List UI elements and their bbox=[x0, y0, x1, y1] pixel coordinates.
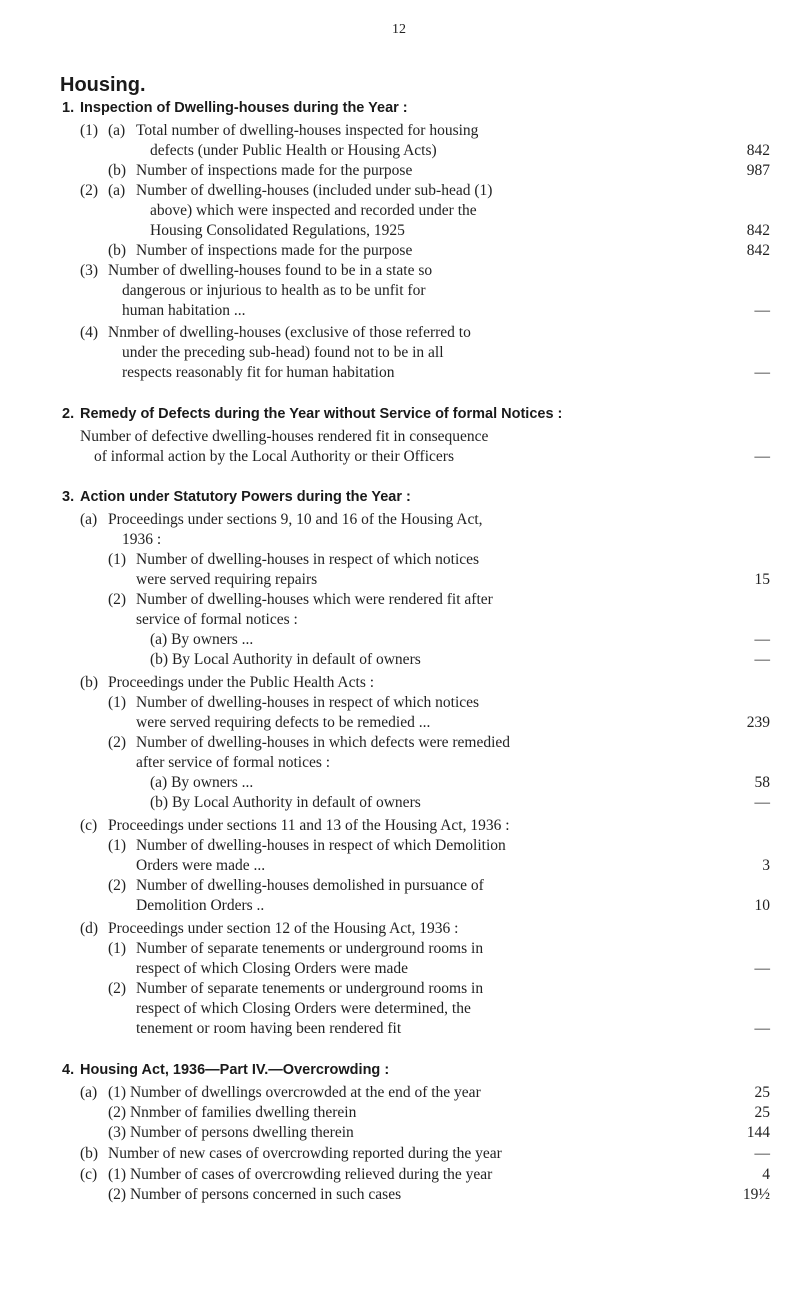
item-value: — bbox=[754, 448, 770, 465]
item-marker: (a) bbox=[108, 122, 126, 139]
item-text: Proceedings under section 12 of the Housing Act, 1936 : bbox=[108, 920, 459, 937]
section-2-heading-row bbox=[0, 404, 800, 424]
item-text: (1) Number of dwellings overcrowded at the end of the year bbox=[108, 1084, 481, 1101]
item-row bbox=[0, 121, 800, 141]
item-text: (2) Nnmber of families dwelling therein bbox=[108, 1104, 357, 1121]
section-number: 1. bbox=[62, 100, 75, 116]
item-text: tenement or room having been rendered fit bbox=[136, 1020, 402, 1037]
item-text: of informal action by the Local Authority or their Officers bbox=[94, 448, 454, 465]
item-value: 239 bbox=[746, 714, 770, 731]
item-text: Housing Consolidated Regulations, 1925 bbox=[150, 222, 405, 239]
item-marker: (2) bbox=[108, 591, 127, 608]
item-value: — bbox=[754, 302, 770, 319]
item-text: defects (under Public Health or Housing Acts) bbox=[150, 142, 437, 159]
item-value: — bbox=[754, 364, 770, 381]
item-row bbox=[0, 447, 800, 467]
item-value: 4 bbox=[762, 1166, 770, 1183]
item-row bbox=[0, 939, 800, 959]
item-row bbox=[0, 550, 800, 570]
item-value: 842 bbox=[746, 242, 770, 259]
item-text: Number of new cases of overcrowding reported during the year bbox=[108, 1145, 502, 1162]
section-number: 3. bbox=[62, 489, 75, 505]
item-row bbox=[0, 713, 800, 733]
item-marker: (2) bbox=[108, 734, 127, 751]
section-heading: Housing Act, 1936—Part IV.—Overcrowding : bbox=[80, 1062, 390, 1078]
section-heading: Remedy of Defects during the Year without Service of formal Notices : bbox=[80, 406, 563, 422]
item-text: Number of separate tenements or underground rooms in bbox=[136, 980, 484, 997]
item-text: (1) Number of cases of overcrowding relieved during the year bbox=[108, 1166, 493, 1183]
item-value: — bbox=[754, 1145, 770, 1162]
item-row bbox=[0, 753, 800, 773]
section-heading: Inspection of Dwelling-houses during the Year : bbox=[80, 100, 408, 116]
item-value: 842 bbox=[746, 222, 770, 239]
item-text: Number of dwelling-houses in respect of which notices bbox=[136, 694, 480, 711]
item-row bbox=[0, 1123, 800, 1143]
item-text: under the preceding sub-head) found not to be in all bbox=[122, 344, 444, 361]
item-row bbox=[0, 1144, 800, 1164]
item-marker: (b) bbox=[80, 1145, 99, 1162]
item-value: — bbox=[754, 651, 770, 668]
item-text: dangerous or injurious to health as to be unfit for bbox=[122, 282, 426, 299]
item-marker: (1) bbox=[108, 940, 127, 957]
page-number: 12 bbox=[392, 22, 406, 37]
item-text: Number of dwelling-houses in respect of which Demolition bbox=[136, 837, 506, 854]
item-row bbox=[0, 427, 800, 447]
item-row bbox=[0, 343, 800, 363]
item-marker: (b) bbox=[80, 674, 99, 691]
item-marker: (3) bbox=[80, 262, 99, 279]
item-value: 144 bbox=[746, 1124, 770, 1141]
item-row bbox=[0, 856, 800, 876]
item-row bbox=[0, 650, 800, 670]
item-row bbox=[0, 261, 800, 281]
section-1-heading-row bbox=[0, 98, 800, 118]
item-text: human habitation ... bbox=[122, 302, 246, 319]
item-marker: (b) bbox=[108, 242, 127, 259]
item-value: 10 bbox=[754, 897, 770, 914]
item-text: Proceedings under the Public Health Acts : bbox=[108, 674, 375, 691]
item-row bbox=[0, 161, 800, 181]
item-row bbox=[0, 510, 800, 530]
item-text: Number of dwelling-houses demolished in pursuance of bbox=[136, 877, 484, 894]
item-text: respects reasonably fit for human habitation bbox=[122, 364, 395, 381]
item-text: Nnmber of dwelling-houses (exclusive of those referred to bbox=[108, 324, 471, 341]
item-row bbox=[0, 1185, 800, 1205]
item-row bbox=[0, 201, 800, 221]
item-value: 842 bbox=[746, 142, 770, 159]
item-value: 987 bbox=[746, 162, 770, 179]
item-text: Number of dwelling-houses which were rendered fit after bbox=[136, 591, 493, 608]
item-marker: (a) bbox=[80, 511, 98, 528]
item-text: Number of separate tenements or underground rooms in bbox=[136, 940, 484, 957]
item-value: 3 bbox=[762, 857, 770, 874]
item-row bbox=[0, 959, 800, 979]
item-row bbox=[0, 793, 800, 813]
item-value: — bbox=[754, 1020, 770, 1037]
item-row bbox=[0, 1019, 800, 1039]
item-text: Total number of dwelling-houses inspected for housing bbox=[136, 122, 479, 139]
item-row bbox=[0, 773, 800, 793]
item-text: Number of inspections made for the purpose bbox=[136, 162, 413, 179]
item-row bbox=[0, 570, 800, 590]
item-row bbox=[0, 323, 800, 343]
item-row bbox=[0, 1103, 800, 1123]
item-row bbox=[0, 301, 800, 321]
item-text: Number of dwelling-houses in respect of which notices bbox=[136, 551, 480, 568]
item-row bbox=[0, 281, 800, 301]
item-value: — bbox=[754, 960, 770, 977]
item-row bbox=[0, 673, 800, 693]
item-row bbox=[0, 733, 800, 753]
item-marker: (1) bbox=[108, 551, 127, 568]
item-row bbox=[0, 630, 800, 650]
item-text: respect of which Closing Orders were made bbox=[136, 960, 409, 977]
item-marker: (1) bbox=[108, 694, 127, 711]
item-text: Number of dwelling-houses in which defects were remedied bbox=[136, 734, 511, 751]
item-text: Proceedings under sections 9, 10 and 16 of the Housing Act, bbox=[108, 511, 483, 528]
item-row bbox=[0, 241, 800, 261]
item-value: — bbox=[754, 794, 770, 811]
item-text: Demolition Orders .. bbox=[136, 897, 265, 914]
item-row bbox=[0, 999, 800, 1019]
item-marker: (a) bbox=[80, 1084, 98, 1101]
item-value: 25 bbox=[754, 1084, 770, 1101]
section-number: 4. bbox=[62, 1062, 75, 1078]
item-row bbox=[0, 919, 800, 939]
item-marker: (4) bbox=[80, 324, 99, 341]
item-marker: (d) bbox=[80, 920, 99, 937]
item-row bbox=[0, 363, 800, 383]
item-row bbox=[0, 530, 800, 550]
section-number: 2. bbox=[62, 406, 75, 422]
item-row bbox=[0, 836, 800, 856]
item-value: 15 bbox=[754, 571, 770, 588]
item-text: service of formal notices : bbox=[136, 611, 298, 628]
item-value: 58 bbox=[754, 774, 770, 791]
item-value: 19½ bbox=[742, 1186, 770, 1203]
item-marker: (2) bbox=[108, 980, 127, 997]
item-row bbox=[0, 1083, 800, 1103]
item-marker: (c) bbox=[80, 1166, 98, 1183]
section-heading: Action under Statutory Powers during the Year : bbox=[80, 489, 411, 505]
item-marker: (a) bbox=[108, 182, 126, 199]
item-text: Number of inspections made for the purpose bbox=[136, 242, 413, 259]
item-text: respect of which Closing Orders were determined, the bbox=[136, 1000, 471, 1017]
page-title: Housing. bbox=[60, 74, 146, 96]
item-text: (a) By owners ... bbox=[150, 774, 254, 791]
item-marker: (b) bbox=[108, 162, 127, 179]
item-row bbox=[0, 1165, 800, 1185]
item-text: after service of formal notices : bbox=[136, 754, 331, 771]
item-row bbox=[0, 141, 800, 161]
item-text: 1936 : bbox=[122, 531, 162, 548]
item-text: (a) By owners ... bbox=[150, 631, 254, 648]
item-row bbox=[0, 896, 800, 916]
item-text: Orders were made ... bbox=[136, 857, 266, 874]
item-text: were served requiring repairs bbox=[136, 571, 318, 588]
item-row bbox=[0, 590, 800, 610]
item-text: above) which were inspected and recorded under the bbox=[150, 202, 477, 219]
item-text: Number of dwelling-houses (included under sub-head (1) bbox=[136, 182, 493, 199]
item-text: (b) By Local Authority in default of owners bbox=[150, 651, 421, 668]
item-marker: (1) bbox=[80, 122, 99, 139]
item-row bbox=[0, 876, 800, 896]
item-text: (b) By Local Authority in default of owners bbox=[150, 794, 421, 811]
item-row bbox=[0, 693, 800, 713]
item-row bbox=[0, 816, 800, 836]
item-marker: (1) bbox=[108, 837, 127, 854]
item-marker: (2) bbox=[108, 877, 127, 894]
item-text: Number of defective dwelling-houses rendered fit in consequence bbox=[80, 428, 489, 445]
item-row bbox=[0, 610, 800, 630]
item-text: (2) Number of persons concerned in such cases bbox=[108, 1186, 402, 1203]
item-row bbox=[0, 221, 800, 241]
item-marker: (2) bbox=[80, 182, 99, 199]
item-row bbox=[0, 181, 800, 201]
item-value: — bbox=[754, 631, 770, 648]
item-text: Proceedings under sections 11 and 13 of the Housing Act, 1936 : bbox=[108, 817, 510, 834]
section-3-heading-row bbox=[0, 487, 800, 507]
item-text: Number of dwelling-houses found to be in a state so bbox=[108, 262, 433, 279]
item-value: 25 bbox=[754, 1104, 770, 1121]
item-text: were served requiring defects to be remedied ... bbox=[136, 714, 431, 731]
item-row bbox=[0, 979, 800, 999]
section-4-heading-row bbox=[0, 1060, 800, 1080]
item-text: (3) Number of persons dwelling therein bbox=[108, 1124, 354, 1141]
item-marker: (c) bbox=[80, 817, 98, 834]
